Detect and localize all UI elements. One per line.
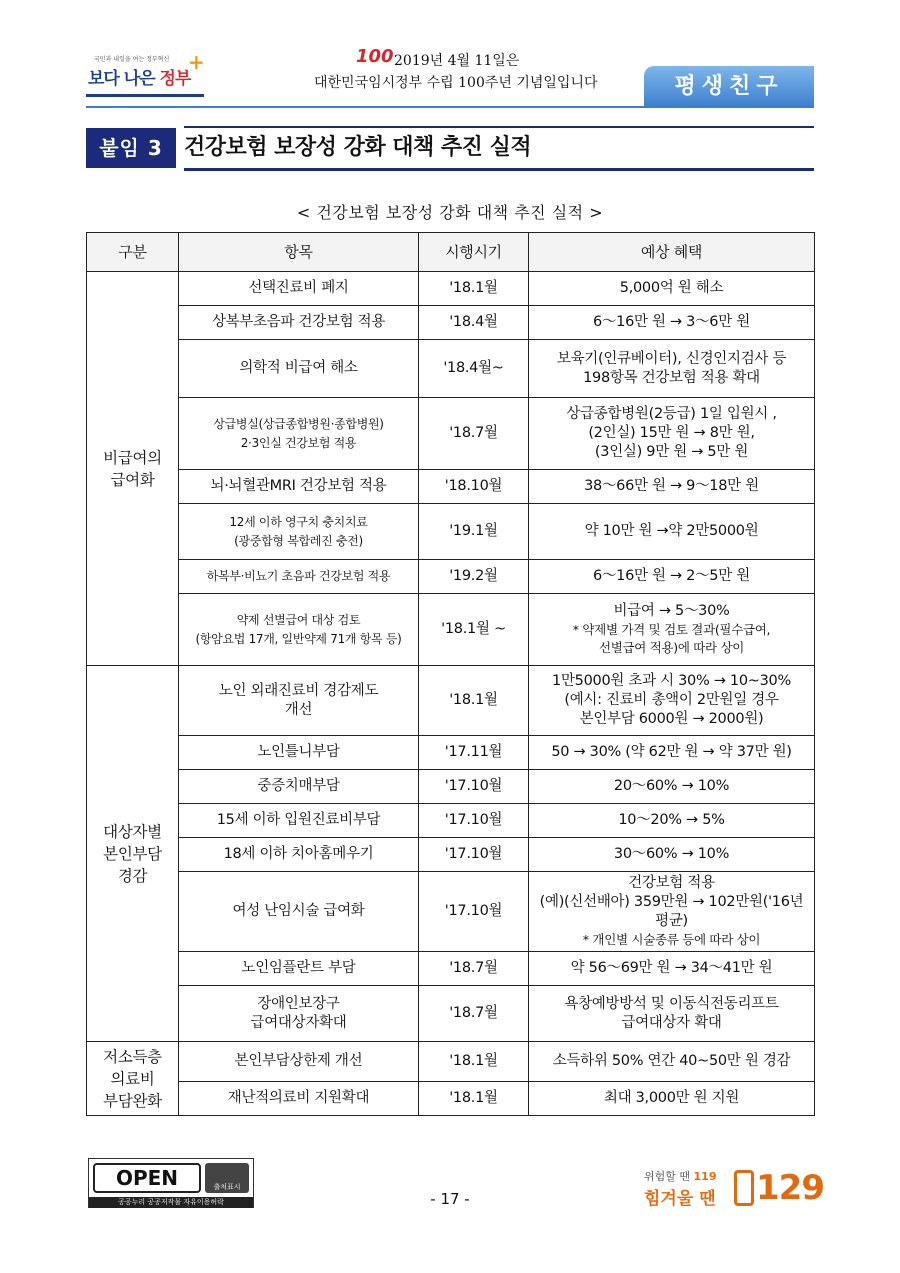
date-cell [419,340,529,398]
table-header-row [87,233,815,272]
benefit-text: 약 10만 원 →약 2만5000원 [584,523,759,539]
logo-tagline: 국민과 내일을 여는 정부혁신 [94,56,170,63]
table-row [87,594,815,666]
benefit-text: 10～20% → 5% [618,812,725,828]
helpline-number: 129 [756,1168,824,1208]
date-cell [419,398,529,470]
table-row [87,770,815,804]
item-text: 뇌·뇌혈관MRI 건강보험 적용 [210,478,387,494]
benefit-cell [529,770,815,804]
date-cell [419,804,529,838]
date-text: '17.11월 [444,744,503,760]
item-cell [179,666,419,736]
header-item: 항목 [179,233,419,272]
item-text: 노인 외래진료비 경감제도 개선 [218,682,379,718]
benefit-text: 1만5000원 초과 시 30% → 10~30% (예시: 진료비 총액이 2만원일 경우 본인부담 6000원 → 2000원) [552,673,791,727]
date-cell [419,952,529,986]
date-text: '18.4월 [449,314,498,330]
benefit-cell [529,1042,815,1082]
table-row [87,872,815,952]
date-cell [419,470,529,504]
phone-icon [734,1170,754,1206]
open-label: OPEN [93,1163,201,1193]
helpline-line-2: 힘겨울 땐 [644,1189,716,1209]
benefit-text: 욕창예방방석 및 이동식전동리프트 급여대상자 확대 [564,995,779,1031]
header-date: 시행시기 [419,233,529,272]
benefit-cell [529,398,815,470]
table-row [87,306,815,340]
appendix-badge: 붙임 3 [86,128,176,168]
benefit-text: 5,000억 원 해소 [619,280,724,296]
item-cell [179,1042,419,1082]
benefit-cell [529,986,815,1042]
date-cell [419,838,529,872]
item-text: 중증치매부담 [257,778,340,794]
table-row [87,952,815,986]
government-logo [86,48,206,98]
date-cell [419,560,529,594]
table-row [87,504,815,560]
date-cell [419,306,529,340]
centennial-emblem-icon: 100 [356,46,394,67]
table-caption: < 건강보험 보장성 강화 대책 추진 실적 > [296,203,604,222]
item-text: 약제 선별급여 대상 검토 (항암요법 17개, 일반약제 71개 항목 등) [195,612,402,646]
benefit-text: 최대 3,000만 원 지원 [603,1090,740,1106]
benefit-text: 50 → 30% (약 62만 원 → 약 37만 원) [551,744,792,760]
date-cell [419,986,529,1042]
date-text: '17.10월 [444,846,503,862]
benefit-note: * 약제별 가격 및 검토 결과(필수급여, 선별급여 적용)에 따라 상이 [572,622,771,655]
section-heading [86,128,814,170]
date-cell [419,1042,529,1082]
header-benefit: 예상 혜택 [529,233,815,272]
item-cell [179,770,419,804]
lifetime-friend-badge: 평생친구 [644,66,814,108]
date-cell [419,666,529,736]
benefit-cell [529,804,815,838]
benefit-text: 약 56～69만 원 → 34～41만 원 [570,960,773,976]
item-cell [179,504,419,560]
benefit-cell [529,272,815,306]
table-row [87,986,815,1042]
item-cell [179,838,419,872]
item-text: 의학적 비급여 해소 [239,360,358,376]
benefit-text: 건강보험 적용 (예)(신선배아) 359만원 → 102만원('16년 평균) [539,875,804,929]
benefit-cell [529,1082,815,1116]
date-text: '18.10월 [444,478,503,494]
open-caption: 공공누리 공공저작물 자유이용허락 [89,1197,253,1208]
table-row [87,666,815,736]
benefit-text: 6～16만 원 → 2～5만 원 [593,568,750,584]
category-cell: 비급여의 급여화 [87,272,179,666]
table-row [87,470,815,504]
page-footer [86,1154,824,1214]
date-cell [419,736,529,770]
item-cell [179,736,419,770]
benefit-text: 20～60% → 10% [613,778,730,794]
benefit-cell [529,838,815,872]
item-cell [179,872,419,952]
table-row [87,398,815,470]
item-text: 여성 난임시술 급여화 [232,903,365,919]
table-row [87,838,815,872]
table-row [87,1042,815,1082]
table-row [87,736,815,770]
benefit-cell [529,594,815,666]
date-cell [419,272,529,306]
date-text: '18.4월~ [443,360,504,376]
table-row [87,272,815,306]
table-row [87,340,815,398]
header-category: 구분 [87,233,179,272]
category-cell: 대상자별 본인부담 경감 [87,666,179,1042]
benefit-cell [529,952,815,986]
item-text: 상복부초음파 건강보험 적용 [211,314,386,330]
date-text: '17.10월 [444,903,503,919]
benefit-cell [529,306,815,340]
date-text: '19.1월 [449,523,498,539]
date-text: '19.2월 [449,568,498,584]
header-divider [86,106,814,108]
item-cell [179,952,419,986]
date-text: '18.1월 [449,1053,498,1069]
date-text: '18.7월 [449,1005,498,1021]
category-cell: 저소득층 의료비 부담완화 [87,1042,179,1116]
item-cell [179,986,419,1042]
item-cell [179,804,419,838]
item-text: 재난적의료비 지원확대 [227,1090,370,1106]
date-cell [419,1082,529,1116]
page-number: - 17 - [430,1190,470,1208]
benefit-text: 30～60% → 10% [613,846,730,862]
benefit-text: 비급여 → 5～30% [613,603,730,619]
item-cell [179,594,419,666]
date-cell [419,770,529,804]
item-cell [179,306,419,340]
plus-icon: + [188,50,205,74]
benefit-text: 6～16만 원 → 3～6만 원 [593,314,750,330]
anniversary-line-2: 대한민국임시정부 수립 100주년 기념일입니다 [314,75,598,91]
benefit-cell [529,666,815,736]
benefit-cell [529,872,815,952]
item-text: 노인임플란트 부담 [241,960,356,976]
benefit-text: 상급종합병원(2등급) 1일 입원시 , (2인실) 15만 원 → 8만 원, (3인실) 9만 원 → 5만 원 [566,406,777,460]
helpline-line-1: 위험할 땐 119 [644,1170,717,1183]
benefit-note: * 개인별 시술종류 등에 따라 상이 [582,932,761,947]
item-cell [179,1082,419,1116]
item-cell [179,470,419,504]
anniversary-line-1: 2019년 4월 11일은 [394,53,520,69]
benefit-cell [529,470,815,504]
date-text: '17.10월 [444,812,503,828]
date-text: '18.1월 ~ [441,621,506,637]
date-text: '18.1월 [449,1090,498,1106]
benefit-text: 소득하위 50% 연간 40~50만 원 경감 [552,1053,791,1069]
section-title: 건강보험 보장성 강화 대책 추진 실적 [184,135,532,160]
item-cell [179,398,419,470]
item-text: 본인부담상한제 개선 [234,1053,363,1069]
item-cell [179,560,419,594]
item-text: 상급병실(상급종합병원·종합병원) 2·3인실 건강보험 적용 [213,416,384,450]
item-text: 선택진료비 폐지 [248,280,349,296]
table-row [87,560,815,594]
helpline-logo [644,1164,824,1210]
logo-text: 보다 나은 정부 [88,69,191,89]
date-cell [419,872,529,952]
benefit-cell [529,340,815,398]
date-cell [419,504,529,560]
benefit-text: 보육기(인큐베이터), 신경인지검사 등 198항목 건강보험 적용 확대 [556,350,787,386]
benefit-cell [529,504,815,560]
date-cell [419,594,529,666]
anniversary-banner [312,46,612,94]
table-row [87,804,815,838]
date-text: '17.10월 [444,778,503,794]
date-text: '18.7월 [449,960,498,976]
item-text: 12세 이하 영구치 충치치료 (광중합형 복합레진 충전) [229,514,368,548]
benefit-cell [529,560,815,594]
benefit-cell [529,736,815,770]
item-text: 15세 이하 입원진료비부담 [216,812,381,828]
attribution-icon: 출처표시 [205,1163,249,1193]
date-text: '18.7월 [449,425,498,441]
date-text: '18.1월 [449,692,498,708]
page-header [86,44,814,108]
item-text: 하복부·비뇨기 초음파 건강보험 적용 [206,569,391,583]
table-row [87,1082,815,1116]
item-text: 장애인보장구 급여대상자확대 [250,995,347,1031]
item-cell [179,340,419,398]
item-cell [179,272,419,306]
coverage-table [86,232,815,1116]
item-text: 18세 이하 치아홈메우기 [223,846,374,862]
date-text: '18.1월 [449,280,498,296]
item-text: 노인틀니부담 [257,744,340,760]
benefit-text: 38～66만 원 → 9～18만 원 [584,478,759,494]
